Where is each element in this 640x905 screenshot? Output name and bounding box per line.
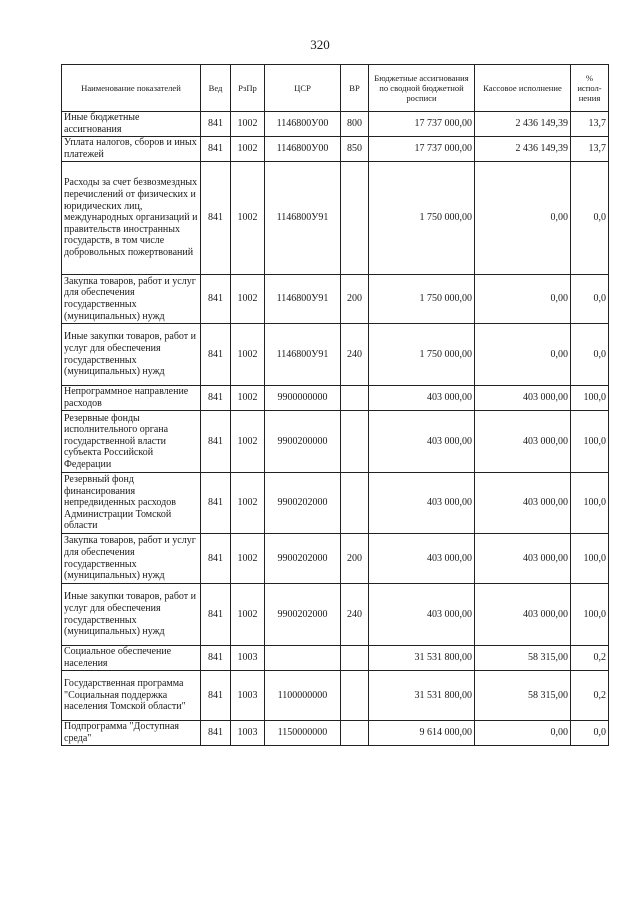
- row-rzpr: 1002: [231, 112, 265, 137]
- row-percent: 0,0: [571, 162, 609, 275]
- row-name: Непрограммное направление расходов: [62, 386, 201, 411]
- row-csr: [265, 646, 341, 671]
- row-percent: 0,0: [571, 324, 609, 386]
- row-vr: 240: [341, 324, 369, 386]
- header-name: Наименование показателей: [62, 65, 201, 112]
- row-execution: 0,00: [475, 324, 571, 386]
- row-ved: 841: [201, 534, 231, 584]
- row-percent: 13,7: [571, 137, 609, 162]
- row-vr: 200: [341, 534, 369, 584]
- row-csr: 1100000000: [265, 671, 341, 721]
- table-row: [62, 411, 609, 473]
- row-csr: 1150000000: [265, 721, 341, 746]
- row-ved: 841: [201, 275, 231, 324]
- row-name: Иные закупки товаров, работ и услуг для обеспечения государственных (муниципальных) нужд: [62, 324, 201, 386]
- table-row: [62, 671, 609, 721]
- row-percent: 100,0: [571, 386, 609, 411]
- budget-execution-table: [61, 64, 609, 746]
- row-rzpr: 1002: [231, 162, 265, 275]
- row-vr: 800: [341, 112, 369, 137]
- row-csr: 1146800У91: [265, 162, 341, 275]
- row-execution: 403 000,00: [475, 584, 571, 646]
- row-assignments: 1 750 000,00: [369, 162, 475, 275]
- row-assignments: 1 750 000,00: [369, 275, 475, 324]
- table-row: [62, 721, 609, 746]
- row-percent: 100,0: [571, 473, 609, 534]
- row-execution: 403 000,00: [475, 386, 571, 411]
- row-name: Подпрограмма "Доступная среда": [62, 721, 201, 746]
- row-percent: 0,0: [571, 275, 609, 324]
- row-percent: 0,2: [571, 646, 609, 671]
- header-assignments: Бюджетные ассигнования по сводной бюджетной росписи: [369, 65, 475, 112]
- row-ved: 841: [201, 386, 231, 411]
- row-rzpr: 1002: [231, 534, 265, 584]
- row-ved: 841: [201, 324, 231, 386]
- row-execution: 403 000,00: [475, 534, 571, 584]
- table-row: [62, 386, 609, 411]
- row-execution: 2 436 149,39: [475, 112, 571, 137]
- row-rzpr: 1002: [231, 473, 265, 534]
- row-vr: [341, 646, 369, 671]
- row-rzpr: 1002: [231, 137, 265, 162]
- table-header: [62, 65, 609, 112]
- row-name: Закупка товаров, работ и услуг для обеспечения государственных (муниципальных) нужд: [62, 534, 201, 584]
- page-number: 320: [310, 37, 330, 52]
- row-name: Государственная программа "Социальная поддержка населения Томской области": [62, 671, 201, 721]
- row-rzpr: 1003: [231, 646, 265, 671]
- row-vr: [341, 386, 369, 411]
- header-csr: ЦСР: [265, 65, 341, 112]
- row-name: Резервный фонд финансирования непредвиденных расходов Администрации Томской области: [62, 473, 201, 534]
- row-execution: 0,00: [475, 275, 571, 324]
- row-rzpr: 1003: [231, 721, 265, 746]
- table-row: [62, 112, 609, 137]
- row-ved: 841: [201, 137, 231, 162]
- header-percent: % испол-нения: [571, 65, 609, 112]
- row-csr: 9900202000: [265, 473, 341, 534]
- row-csr: 1146800У00: [265, 137, 341, 162]
- row-percent: 13,7: [571, 112, 609, 137]
- row-name: Закупка товаров, работ и услуг для обеспечения государственных (муниципальных) нужд: [62, 275, 201, 324]
- row-percent: 0,0: [571, 721, 609, 746]
- row-execution: 58 315,00: [475, 646, 571, 671]
- row-rzpr: 1002: [231, 275, 265, 324]
- row-assignments: 17 737 000,00: [369, 137, 475, 162]
- row-rzpr: 1002: [231, 386, 265, 411]
- row-ved: 841: [201, 584, 231, 646]
- row-assignments: 403 000,00: [369, 584, 475, 646]
- row-assignments: 403 000,00: [369, 473, 475, 534]
- table-row: [62, 646, 609, 671]
- row-csr: 9900200000: [265, 411, 341, 473]
- row-name: Резервные фонды исполнительного органа государственной власти субъекта Российской Федерации: [62, 411, 201, 473]
- header-rzpr: РзПр: [231, 65, 265, 112]
- row-vr: [341, 162, 369, 275]
- table-row: [62, 584, 609, 646]
- table-row: [62, 162, 609, 275]
- row-vr: 850: [341, 137, 369, 162]
- row-percent: 0,2: [571, 671, 609, 721]
- row-rzpr: 1002: [231, 411, 265, 473]
- row-execution: 2 436 149,39: [475, 137, 571, 162]
- row-csr: 9900000000: [265, 386, 341, 411]
- row-assignments: 9 614 000,00: [369, 721, 475, 746]
- table-row: [62, 473, 609, 534]
- header-vr: ВР: [341, 65, 369, 112]
- row-percent: 100,0: [571, 534, 609, 584]
- table-row: [62, 275, 609, 324]
- row-ved: 841: [201, 411, 231, 473]
- row-name: Уплата налогов, сборов и иных платежей: [62, 137, 201, 162]
- row-ved: 841: [201, 473, 231, 534]
- row-execution: 0,00: [475, 162, 571, 275]
- row-assignments: 31 531 800,00: [369, 671, 475, 721]
- row-execution: 403 000,00: [475, 411, 571, 473]
- row-execution: 58 315,00: [475, 671, 571, 721]
- row-csr: 9900202000: [265, 584, 341, 646]
- row-assignments: 17 737 000,00: [369, 112, 475, 137]
- row-vr: [341, 473, 369, 534]
- table-row: [62, 137, 609, 162]
- row-name: Иные бюджетные ассигнования: [62, 112, 201, 137]
- table-body: [62, 112, 609, 746]
- row-assignments: 403 000,00: [369, 411, 475, 473]
- row-csr: 1146800У00: [265, 112, 341, 137]
- row-assignments: 403 000,00: [369, 534, 475, 584]
- row-vr: [341, 721, 369, 746]
- row-ved: 841: [201, 162, 231, 275]
- row-name: Иные закупки товаров, работ и услуг для обеспечения государственных (муниципальных) нужд: [62, 584, 201, 646]
- header-execution: Кассовое исполнение: [475, 65, 571, 112]
- row-vr: 240: [341, 584, 369, 646]
- row-assignments: 1 750 000,00: [369, 324, 475, 386]
- row-ved: 841: [201, 721, 231, 746]
- row-assignments: 403 000,00: [369, 386, 475, 411]
- row-vr: 200: [341, 275, 369, 324]
- row-percent: 100,0: [571, 584, 609, 646]
- row-csr: 9900202000: [265, 534, 341, 584]
- row-vr: [341, 411, 369, 473]
- table-row: [62, 324, 609, 386]
- row-rzpr: 1003: [231, 671, 265, 721]
- row-assignments: 31 531 800,00: [369, 646, 475, 671]
- row-ved: 841: [201, 671, 231, 721]
- row-csr: 1146800У91: [265, 324, 341, 386]
- row-csr: 1146800У91: [265, 275, 341, 324]
- row-execution: 403 000,00: [475, 473, 571, 534]
- row-percent: 100,0: [571, 411, 609, 473]
- table-row: [62, 534, 609, 584]
- row-name: Социальное обеспечение населения: [62, 646, 201, 671]
- row-execution: 0,00: [475, 721, 571, 746]
- row-ved: 841: [201, 646, 231, 671]
- row-vr: [341, 671, 369, 721]
- row-ved: 841: [201, 112, 231, 137]
- row-rzpr: 1002: [231, 324, 265, 386]
- header-ved: Вед: [201, 65, 231, 112]
- row-rzpr: 1002: [231, 584, 265, 646]
- row-name: Расходы за счет безвозмездных перечислений от физических и юридических лиц, международных организаций и правительств иностранных государств, в том числе добровольных пожертвований: [62, 162, 201, 275]
